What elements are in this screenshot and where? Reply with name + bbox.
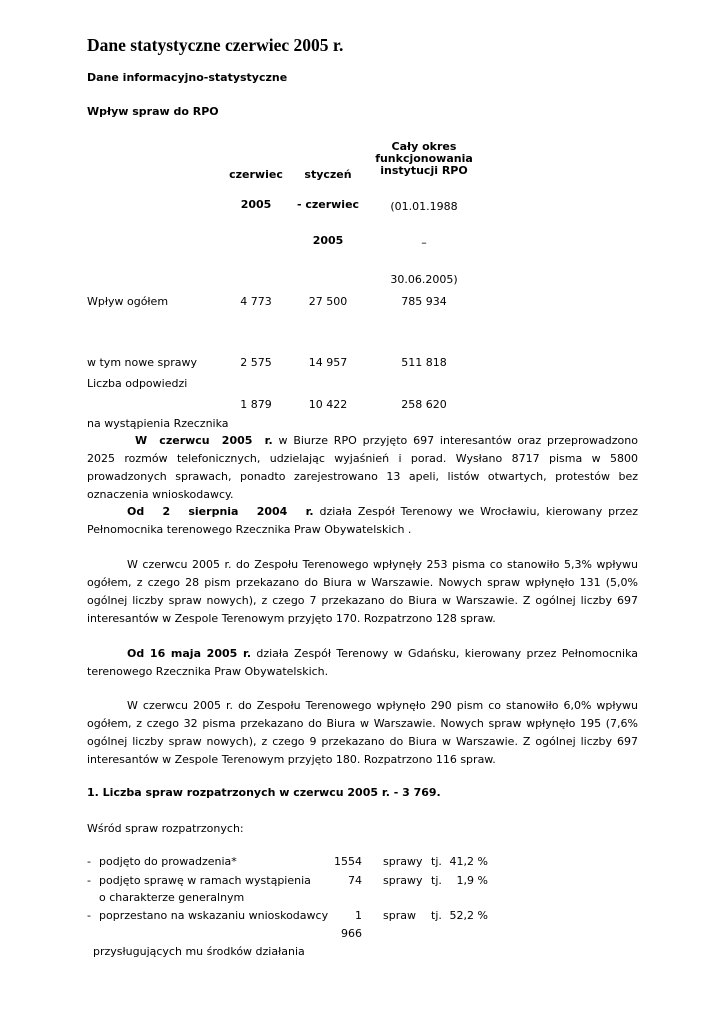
paragraph-wroclaw-stats-text: W czerwcu 2005 r. do Zespołu Terenowego wpłynęły 253 pisma co stanowiło 5,3% wpływu ogółem, z czego 28 pism przekazano do Biura w Warszawie. Nowych spraw wpłynęło 131 (5,0% ogólnej liczby spraw nowych), z czego 7 przekazano do Biura w Warszawie. Z ogólnej liczby 697 interesantów w Zespole Terenowym przyjęto 170. Rozpatrzono 128 spraw.	[87, 558, 638, 625]
col-header-total-4: 30.06.2005)	[390, 273, 458, 286]
list-item-label-line2: o charakterze generalnym	[99, 891, 245, 904]
cell-replies-total: 258 620	[401, 398, 447, 411]
row-label-replies-1: Liczba odpowiedzi	[87, 377, 188, 390]
paragraph-june-biuro	[87, 432, 638, 504]
cell-replies-june: 1 879	[240, 398, 272, 411]
paragraph-wroclaw-stats	[87, 556, 638, 628]
col-header-total-2: (01.01.1988	[390, 200, 458, 213]
list-dash: -	[87, 855, 91, 868]
paragraph-wroclaw-intro	[87, 503, 638, 539]
list-item-label-line2: przysługujących mu środków działania	[93, 945, 305, 958]
list-item-label: poprzestano na wskazaniu wnioskodawcy	[99, 909, 329, 922]
paragraph-gdansk-intro	[87, 645, 638, 681]
cell-new-total: 511 818	[401, 356, 447, 369]
paragraph-gdansk-stats-text: W czerwcu 2005 r. do Zespołu Terenowego wpłynęło 290 pism co stanowiło 6,0% wpływu ogółem, z czego 32 pisma przekazano do Biura w Warszawie. Nowych spraw wpłynęło 195 (7,6% ogólnej liczby spraw nowych), z czego 9 przekazano do Biura w Warszawie. Z ogólnej liczby 697 interesantów w Zespole Terenowym przyjęto 180. Rozpatrzono 116 spraw.	[87, 699, 638, 766]
list-item-tj: tj.	[431, 855, 442, 868]
list-item-pct: 1,9 %	[456, 874, 488, 887]
section-heading-resolved: 1. Liczba spraw rozpatrzonych w czerwcu 2005 r. - 3 769.	[87, 786, 441, 799]
list-item-label: podjęto do prowadzenia*	[99, 855, 237, 868]
col-header-total-1: Cały okres funkcjonowania instytucji RPO	[375, 140, 473, 177]
col-header-june-2: 2005	[240, 198, 272, 211]
list-item-label: podjęto sprawę w ramach wystąpienia	[99, 874, 311, 887]
row-label-replies-2: na wystąpienia Rzecznika	[87, 417, 229, 430]
col-header-total-3: –	[421, 236, 427, 249]
list-item-unit: sprawy	[383, 874, 423, 887]
section-heading-inflow: Wpływ spraw do RPO	[87, 105, 219, 118]
list-item-count: 74	[348, 874, 362, 887]
list-item-tj: tj.	[431, 909, 442, 922]
paragraph-june-biuro-text: w Biurze RPO przyjęto 697 interesantów oraz przeprowadzono 2025 rozmów telefonicznych, udzielając wyjaśnień i porad. Wysłano 8717 pisma w 5800 prowadzonych sprawach, ponadto zarejestrowano 13 apeli, listów otwartych, protestów bez oznaczenia wnioskodawcy.	[87, 434, 638, 501]
cell-new-janjune: 14 957	[308, 356, 348, 369]
list-dash: -	[87, 909, 91, 922]
list-dash: -	[87, 874, 91, 887]
paragraph-gdansk-stats	[87, 697, 638, 769]
among-resolved-label: Wśród spraw rozpatrzonych:	[87, 822, 244, 835]
col-header-june-1: czerwiec	[229, 168, 283, 181]
list-item-count: 1	[355, 909, 362, 922]
list-item-unit: sprawy	[383, 855, 423, 868]
paragraph-june-biuro-bold: W czerwcu 2005 r.	[135, 434, 273, 447]
cell-inflow-total: 785 934	[401, 295, 447, 308]
page-title: Dane statystyczne czerwiec 2005 r.	[87, 35, 344, 55]
list-item-unit: spraw	[383, 909, 416, 922]
cell-inflow-june: 4 773	[240, 295, 272, 308]
paragraph-wroclaw-intro-bold: Od 2 sierpnia 2004 r.	[127, 505, 314, 518]
list-item-pct: 52,2 %	[449, 909, 488, 922]
list-item-pct: 41,2 %	[449, 855, 488, 868]
subtitle: Dane informacyjno-statystyczne	[87, 71, 288, 84]
cell-inflow-janjune: 27 500	[308, 295, 348, 308]
row-label-new-cases: w tym nowe sprawy	[87, 356, 197, 369]
col-header-janjune-1: styczeń	[304, 168, 352, 181]
list-item-tj: tj.	[431, 874, 442, 887]
paragraph-wroclaw-intro-text: działa Zespół Terenowy we Wrocławiu, kierowany przez Pełnomocnika terenowego Rzecznika Praw Obywatelskich .	[87, 505, 638, 536]
paragraph-gdansk-intro-text: działa Zespół Terenowy w Gdańsku, kierowany przez Pełnomocnika terenowego Rzecznika Praw Obywatelskich.	[87, 647, 638, 678]
col-header-janjune-2: - czerwiec	[296, 198, 360, 211]
list-item-count: 1554	[334, 855, 362, 868]
cell-replies-janjune: 10 422	[308, 398, 348, 411]
list-item-count-line2: 966	[341, 927, 362, 940]
row-label-inflow-total: Wpływ ogółem	[87, 295, 169, 308]
col-header-janjune-3: 2005	[312, 234, 344, 247]
paragraph-gdansk-intro-bold: Od 16 maja 2005 r.	[127, 647, 252, 660]
cell-new-june: 2 575	[240, 356, 272, 369]
